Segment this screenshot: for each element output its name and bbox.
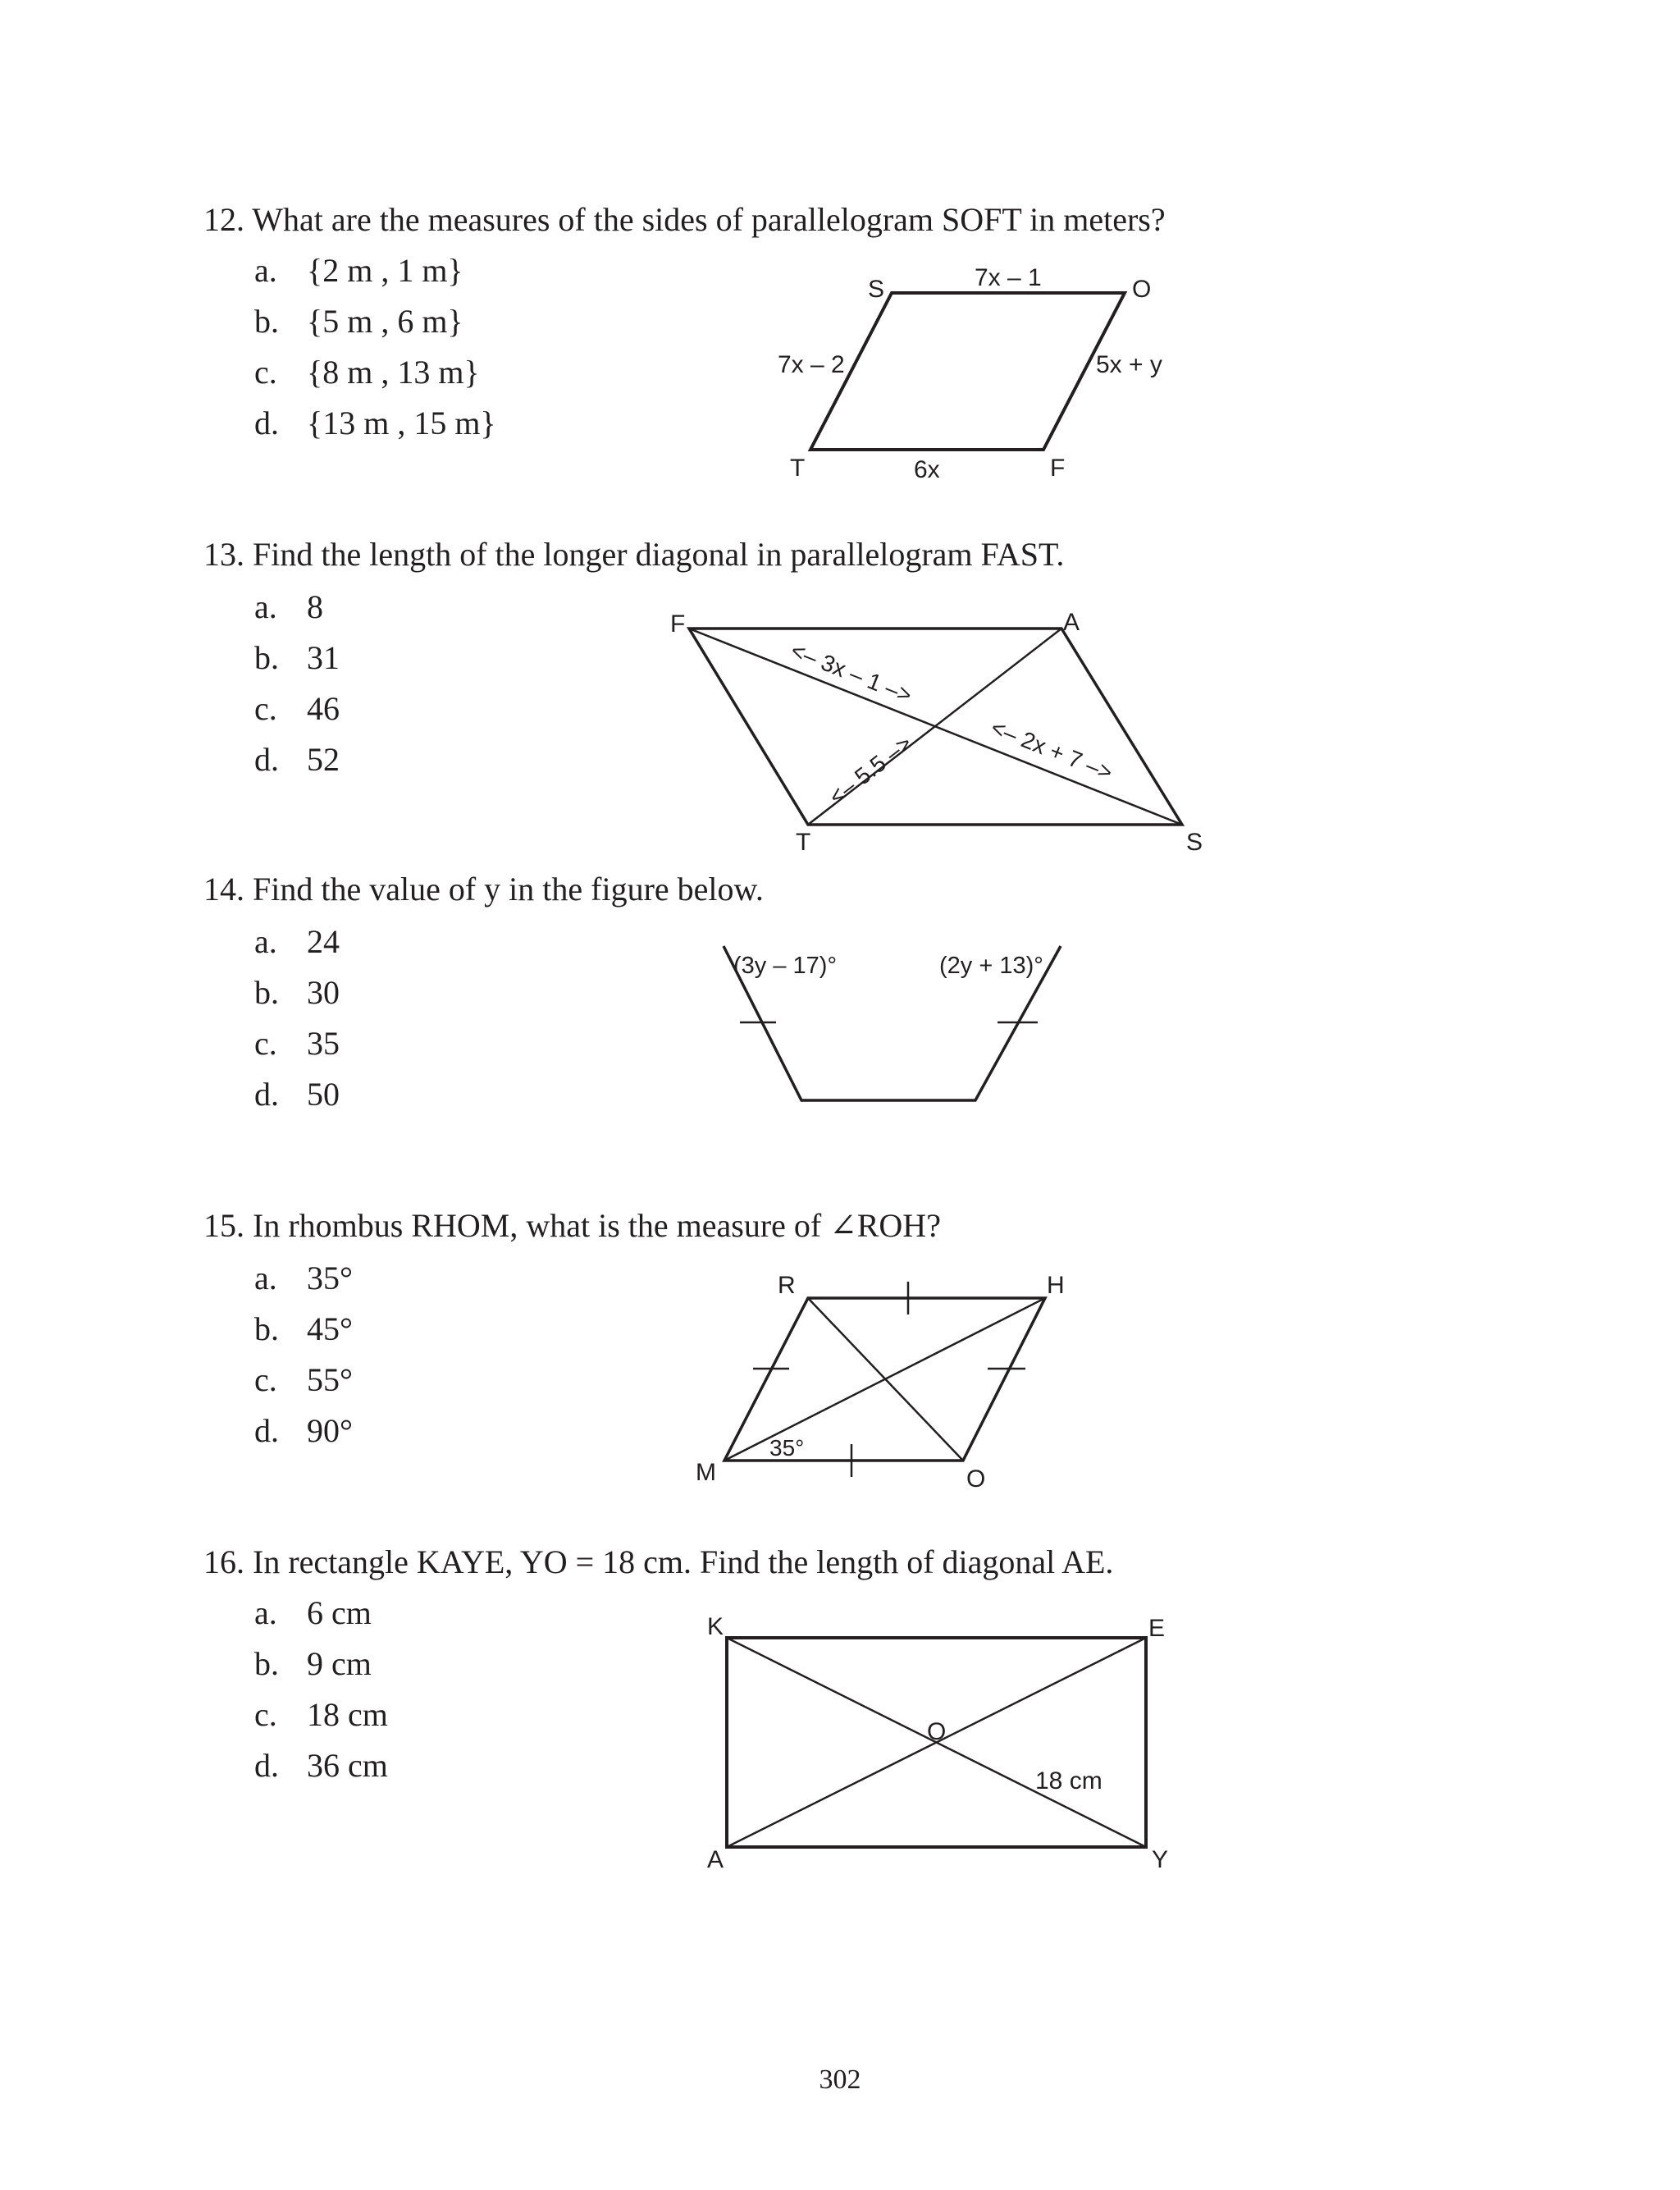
option-text: 45° — [307, 1310, 353, 1347]
question-12-prompt: 12. What are the measures of the sides of parallelogram SOFT in meters? — [203, 201, 1166, 238]
vertex-label-f: F — [1050, 455, 1066, 482]
vertex-label-s: S — [1186, 829, 1203, 856]
vertex-label-h: H — [1047, 1272, 1065, 1299]
option-letter: a. — [254, 1260, 277, 1296]
option-text: 50 — [307, 1076, 340, 1113]
vertex-label-o: O — [1132, 276, 1152, 303]
side-label-left: 7x – 2 — [778, 351, 845, 378]
option-letter: c. — [254, 1361, 277, 1398]
option-letter: a. — [254, 1594, 277, 1631]
option-letter: d. — [254, 405, 279, 441]
side-label-right: 5x + y — [1096, 351, 1162, 378]
segment-label-yo: 18 cm — [1035, 1767, 1102, 1795]
vertex-label-s: S — [868, 276, 885, 303]
option-text: 8 — [307, 588, 323, 625]
option-letter: b. — [254, 974, 279, 1011]
option-text: {2 m , 1 m} — [307, 252, 463, 289]
option-text: 35° — [307, 1260, 353, 1296]
vertex-label-o: O — [966, 1465, 986, 1493]
option-text: 46 — [307, 690, 340, 727]
option-text: 35 — [307, 1025, 340, 1062]
vertex-label-a: A — [707, 1846, 724, 1873]
page-number: 302 — [819, 2064, 861, 2095]
vertex-label-f: F — [670, 610, 686, 638]
angle-label-right: (2y + 13)° — [939, 953, 1043, 979]
option-text: 52 — [307, 741, 340, 778]
option-letter: a. — [254, 588, 277, 625]
segment-label-fo: <– 3x – 1 –> — [787, 637, 915, 709]
option-letter: c. — [254, 690, 277, 727]
option-text: {8 m , 13 m} — [307, 354, 480, 391]
vertex-label-m: M — [696, 1459, 716, 1486]
angle-label-left: (3y – 17)° — [733, 953, 838, 979]
option-letter: b. — [254, 1310, 279, 1347]
angle-label-35: 35° — [769, 1435, 805, 1461]
option-letter: c. — [254, 354, 277, 391]
option-text: 90° — [307, 1412, 353, 1449]
option-text: {5 m , 6 m} — [307, 303, 463, 340]
option-text: {13 m , 15 m} — [307, 405, 496, 441]
option-letter: d. — [254, 1076, 279, 1113]
vertex-label-t: T — [790, 455, 806, 482]
diagonal-ro — [808, 1298, 963, 1461]
option-letter: d. — [254, 1747, 279, 1784]
option-text: 55° — [307, 1361, 353, 1398]
vertex-label-y: Y — [1152, 1846, 1169, 1873]
segment-label-to: <– 5.5 –> — [824, 729, 917, 810]
vertex-label-o: O — [927, 1718, 947, 1745]
option-letter: b. — [254, 639, 279, 676]
vertex-label-a: A — [1063, 609, 1080, 636]
vertex-label-t: T — [796, 829, 811, 856]
side-label-bottom: 6x — [914, 456, 940, 483]
segment-label-os: <– 2x + 7 –> — [987, 714, 1116, 786]
side-label-top: 7x – 1 — [975, 264, 1042, 291]
option-letter: d. — [254, 1412, 279, 1449]
question-14-prompt: 14. Find the value of y in the figure below. — [203, 871, 764, 908]
question-13-prompt: 13. Find the length of the longer diagonal in parallelogram FAST. — [203, 536, 1065, 573]
option-text: 6 cm — [307, 1594, 372, 1631]
option-letter: c. — [254, 1696, 277, 1733]
option-letter: d. — [254, 741, 279, 778]
option-text: 36 cm — [307, 1747, 388, 1784]
option-letter: a. — [254, 923, 277, 960]
option-text: 18 cm — [307, 1696, 388, 1733]
option-text: 24 — [307, 923, 340, 960]
vertex-label-r: R — [778, 1272, 796, 1299]
vertex-label-k: K — [707, 1613, 724, 1640]
option-text: 30 — [307, 974, 340, 1011]
question-15-prompt: 15. In rhombus RHOM, what is the measure of ∠ROH? — [203, 1207, 941, 1244]
option-letter: b. — [254, 303, 279, 340]
option-letter: c. — [254, 1025, 277, 1062]
question-16-prompt: 16. In rectangle KAYE, YO = 18 cm. Find the length of diagonal AE. — [203, 1543, 1114, 1580]
option-letter: a. — [254, 252, 277, 289]
option-text: 9 cm — [307, 1645, 372, 1682]
option-text: 31 — [307, 639, 340, 676]
vertex-label-e: E — [1148, 1615, 1166, 1642]
parallelogram-soft — [810, 293, 1125, 450]
option-letter: b. — [254, 1645, 279, 1682]
